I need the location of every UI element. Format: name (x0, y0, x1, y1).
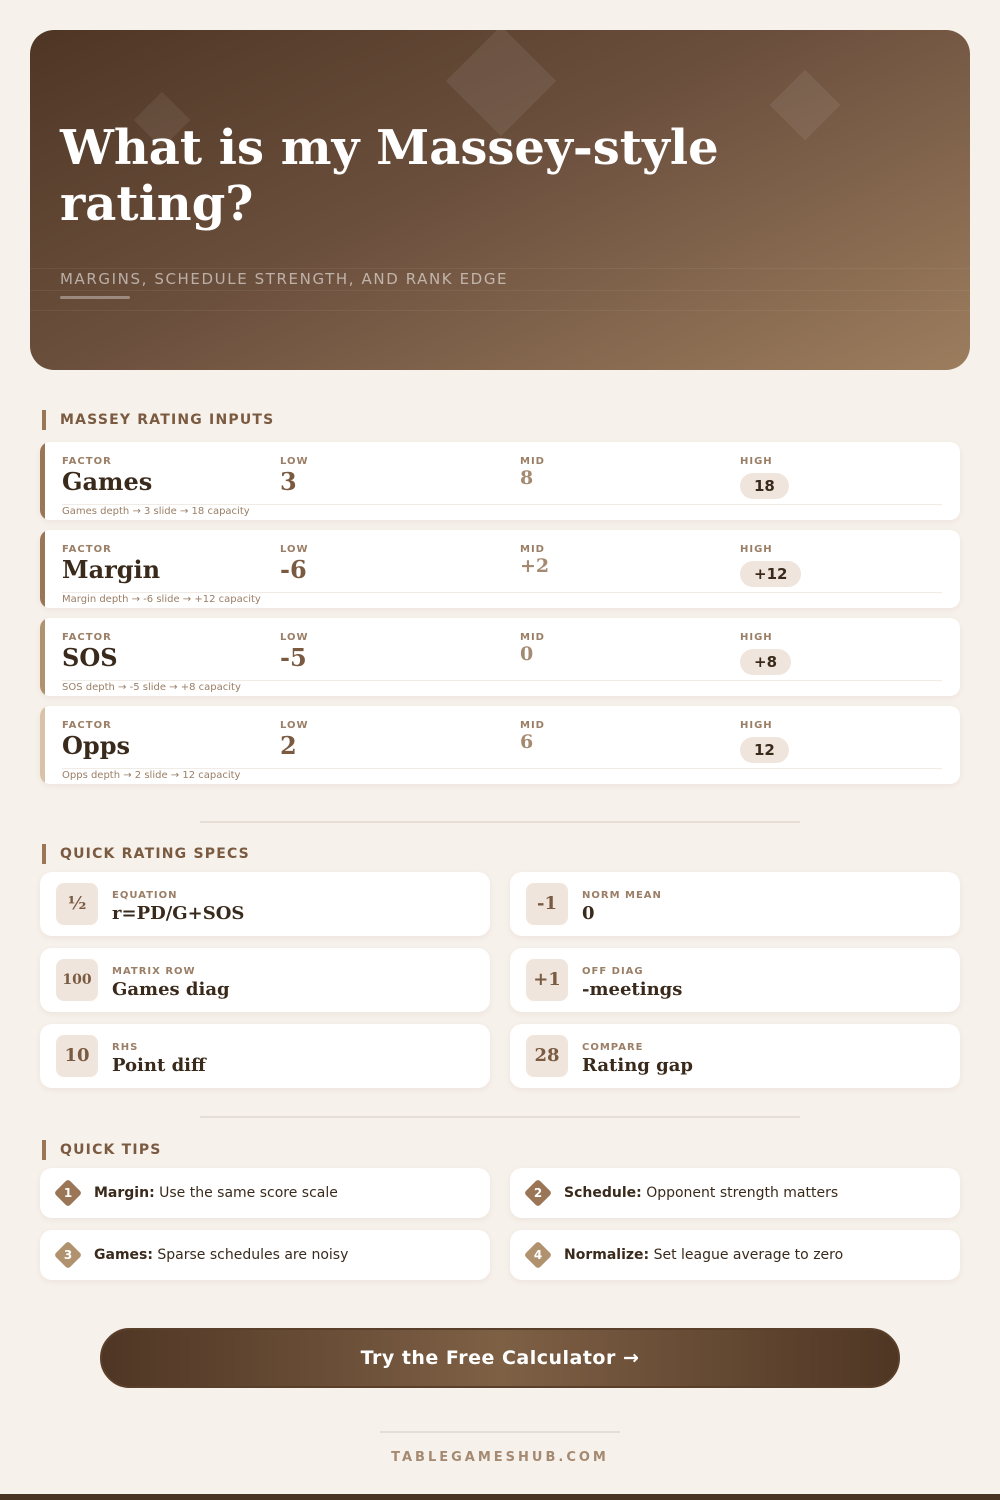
footer-site[interactable]: TABLEGAMESHUB.COM (391, 1450, 609, 1465)
page-title: What is my Massey-style rating? (60, 120, 719, 232)
tip-number: 2 (533, 1186, 543, 1200)
footer-divider (380, 1431, 620, 1433)
factor-factor-value: Opps (62, 731, 130, 760)
tip-card-1 (40, 1168, 490, 1218)
spec-card-equation (40, 872, 490, 936)
factor-col-mid (520, 456, 545, 489)
spec-badge: 10 (56, 1035, 98, 1077)
tip-heading: Margin: (94, 1185, 155, 1201)
factor-low-value: -6 (280, 555, 307, 584)
spec-card-compare (510, 1024, 960, 1088)
factor-mid-value: +2 (520, 555, 550, 577)
spec-label: MATRIX ROW (112, 966, 196, 977)
spec-badge: +1 (526, 959, 568, 1001)
tip-body: Sparse schedules are noisy (157, 1247, 349, 1263)
tip-card-4 (510, 1230, 960, 1280)
bottom-bar (0, 1494, 1000, 1500)
subtitle-underline (60, 296, 130, 299)
factor-col-label: HIGH (740, 456, 773, 467)
factor-col-label: HIGH (740, 632, 773, 643)
spec-value: Games diag (112, 979, 230, 1000)
spec-label: COMPARE (582, 1042, 644, 1053)
specs-section-title: QUICK RATING SPECS (42, 844, 250, 864)
factor-card-margin (40, 530, 960, 608)
tip-heading: Schedule: (564, 1185, 642, 1201)
tip-text (94, 1185, 338, 1201)
factor-col-mid (520, 720, 545, 753)
factor-col-label: LOW (280, 632, 309, 643)
factor-mid-value: 8 (520, 467, 534, 489)
factor-factor-value: Margin (62, 555, 161, 584)
factor-col-low (280, 720, 309, 760)
factor-high-value: 12 (740, 737, 789, 763)
decorative-line (30, 268, 970, 269)
factor-col-factor (62, 632, 118, 672)
factor-col-label: FACTOR (62, 544, 112, 555)
factor-col-factor (62, 456, 152, 496)
tip-number-badge (54, 1241, 82, 1269)
factor-accent-bar (40, 706, 45, 784)
factor-caption: Margin depth → -6 slide → +12 capacity (62, 594, 261, 605)
factor-col-high (740, 456, 789, 499)
section-divider (200, 1116, 800, 1118)
spec-card-rhs (40, 1024, 490, 1088)
tip-body: Use the same score scale (159, 1185, 338, 1201)
factor-col-label: MID (520, 456, 545, 467)
factor-low-value: -5 (280, 643, 307, 672)
factor-col-label: FACTOR (62, 632, 112, 643)
spec-badge: 28 (526, 1035, 568, 1077)
factor-caption: Opps depth → 2 slide → 12 capacity (62, 770, 241, 781)
factor-col-label: LOW (280, 720, 309, 731)
tip-number: 3 (63, 1248, 73, 1262)
factor-divider (62, 680, 942, 681)
factor-col-low (280, 456, 309, 496)
factor-col-label: MID (520, 544, 545, 555)
spec-value: Rating gap (582, 1055, 693, 1076)
factor-factor-value: SOS (62, 643, 118, 672)
decorative-line (30, 310, 970, 311)
tip-number: 4 (533, 1248, 543, 1262)
factor-high-value: +8 (740, 649, 791, 675)
tip-card-2 (510, 1168, 960, 1218)
factor-col-factor (62, 720, 130, 760)
factor-col-low (280, 544, 309, 584)
factor-col-label: FACTOR (62, 720, 112, 731)
tip-number-badge (524, 1241, 552, 1269)
factor-high-value: 18 (740, 473, 789, 499)
tip-number-badge (54, 1179, 82, 1207)
factor-high-value: +12 (740, 561, 801, 587)
hero-banner (30, 30, 970, 370)
factor-accent-bar (40, 530, 45, 608)
factor-col-mid (520, 632, 545, 665)
factor-col-low (280, 632, 309, 672)
inputs-section-title: MASSEY RATING INPUTS (42, 410, 274, 430)
page-subtitle: MARGINS, SCHEDULE STRENGTH, AND RANK EDGE (60, 270, 509, 288)
factor-divider (62, 768, 942, 769)
factor-low-value: 3 (280, 467, 297, 496)
free-calculator-button[interactable]: Try the Free Calculator → (100, 1328, 900, 1388)
decorative-diamond (770, 70, 841, 141)
factor-card-opps (40, 706, 960, 784)
factor-caption: SOS depth → -5 slide → +8 capacity (62, 682, 241, 693)
tip-heading: Games: (94, 1247, 153, 1263)
factor-mid-value: 0 (520, 643, 534, 665)
factor-factor-value: Games (62, 467, 153, 496)
factor-col-mid (520, 544, 549, 577)
section-divider (200, 821, 800, 823)
tip-card-3 (40, 1230, 490, 1280)
tips-section-title: QUICK TIPS (42, 1140, 162, 1160)
factor-col-factor (62, 544, 160, 584)
spec-label: EQUATION (112, 890, 178, 901)
tip-text (564, 1247, 843, 1263)
factor-caption: Games depth → 3 slide → 18 capacity (62, 506, 250, 517)
spec-card-matrix-row (40, 948, 490, 1012)
spec-card-off-diag (510, 948, 960, 1012)
factor-divider (62, 592, 942, 593)
factor-card-games (40, 442, 960, 520)
spec-value: -meetings (582, 979, 683, 1000)
factor-accent-bar (40, 618, 45, 696)
factor-accent-bar (40, 442, 45, 520)
factor-divider (62, 504, 942, 505)
factor-col-label: LOW (280, 544, 309, 555)
factor-col-high (740, 544, 801, 587)
spec-value: 0 (582, 903, 595, 924)
spec-value: Point diff (112, 1055, 206, 1076)
spec-label: NORM MEAN (582, 890, 662, 901)
factor-col-label: FACTOR (62, 456, 112, 467)
factor-col-label: HIGH (740, 544, 773, 555)
spec-label: RHS (112, 1042, 139, 1053)
tip-body: Opponent strength matters (646, 1185, 839, 1201)
tip-text (94, 1247, 348, 1263)
factor-col-label: MID (520, 720, 545, 731)
spec-card-norm-mean (510, 872, 960, 936)
spec-value: r=PD/G+SOS (112, 903, 245, 924)
factor-col-high (740, 632, 791, 675)
spec-badge: ½ (56, 883, 98, 925)
tip-number-badge (524, 1179, 552, 1207)
factor-col-label: LOW (280, 456, 309, 467)
spec-label: OFF DIAG (582, 966, 644, 977)
factor-low-value: 2 (280, 731, 297, 760)
factor-col-label: HIGH (740, 720, 773, 731)
tip-number: 1 (63, 1186, 73, 1200)
decorative-line (30, 290, 970, 291)
factor-card-sos (40, 618, 960, 696)
factor-col-high (740, 720, 789, 763)
factor-mid-value: 6 (520, 731, 534, 753)
tip-body: Set league average to zero (653, 1247, 844, 1263)
factor-col-label: MID (520, 632, 545, 643)
spec-badge: 100 (56, 959, 98, 1001)
spec-badge: -1 (526, 883, 568, 925)
tip-heading: Normalize: (564, 1247, 650, 1263)
tip-text (564, 1185, 838, 1201)
